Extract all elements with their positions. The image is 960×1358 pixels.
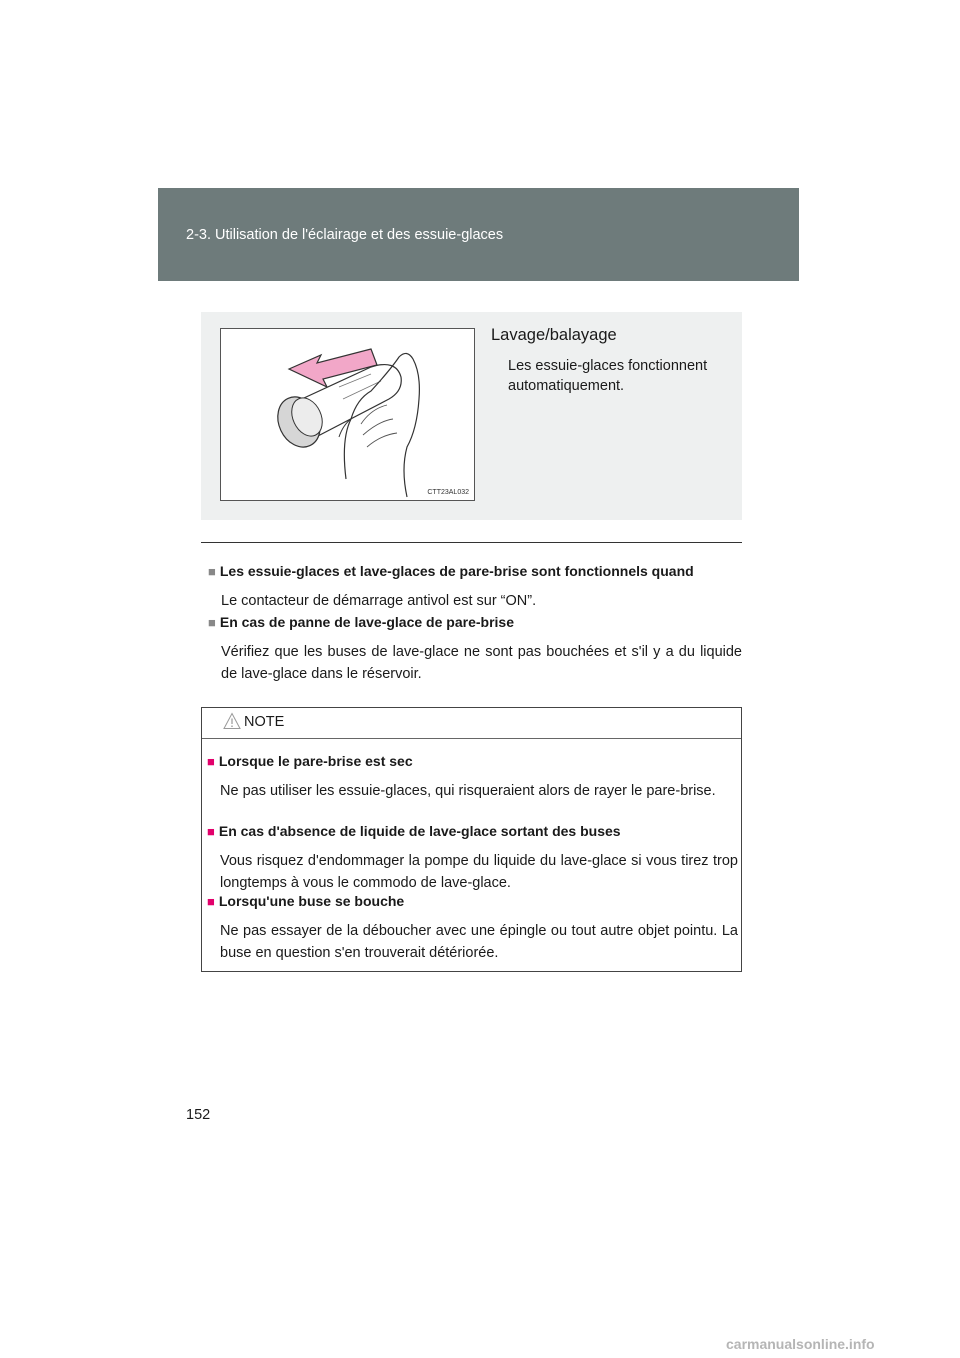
figure-description: Les essuie-glaces fonctionnent automatiquement. (508, 358, 708, 394)
note-item (207, 822, 738, 894)
info-body: Le contacteur de démarrage antivol est sur “ON”. (221, 593, 537, 609)
note-item (207, 752, 738, 802)
square-bullet-icon: ■ (207, 824, 215, 839)
section-divider (201, 542, 742, 543)
info-heading: En cas de panne de lave-glace de pare-brise (219, 614, 514, 630)
hand-pulling-lever-icon (221, 329, 474, 500)
note-heading: Lorsqu'une buse se bouche (218, 893, 405, 909)
note-heading: En cas d'absence de liquide de lave-glace sortant des buses (218, 823, 621, 839)
note-body: Vous risquez d'endommager la pompe du liquide du lave-glace si vous tirez trop longtemps à vous le commodo de lave-glace. (220, 853, 738, 891)
warning-triangle-icon (223, 712, 241, 730)
wiper-lever-illustration (220, 328, 475, 501)
figure-code: CTT23AL032 (427, 489, 469, 496)
page-number: 152 (186, 1107, 211, 1123)
note-item (207, 892, 738, 964)
info-item (208, 613, 742, 685)
square-bullet-icon: ■ (208, 615, 216, 630)
info-body: Vérifiez que les buses de lave-glace ne sont pas bouchées et s'il y a du liquide de lave-glace dans le réservoir. (221, 644, 742, 682)
note-body: Ne pas utiliser les essuie-glaces, qui risqueraient alors de rayer le pare-brise. (220, 783, 716, 799)
figure-heading: Lavage/balayage (491, 326, 617, 344)
square-bullet-icon: ■ (207, 894, 215, 909)
square-bullet-icon: ■ (207, 754, 215, 769)
note-title: NOTE (244, 714, 285, 730)
note-heading: Lorsque le pare-brise est sec (218, 753, 413, 769)
section-title: 2-3. Utilisation de l'éclairage et des essuie-glaces (186, 227, 504, 243)
note-header (202, 708, 741, 739)
square-bullet-icon: ■ (208, 564, 216, 579)
note-box (201, 707, 742, 972)
info-item (208, 562, 742, 612)
note-body: Ne pas essayer de la déboucher avec une épingle ou tout autre objet pointu. La buse en question s'en trouverait détériorée. (220, 923, 738, 961)
info-heading: Les essuie-glaces et lave-glaces de pare-brise sont fonctionnels quand (219, 563, 694, 579)
watermark: carmanualsonline.info (726, 1336, 875, 1352)
